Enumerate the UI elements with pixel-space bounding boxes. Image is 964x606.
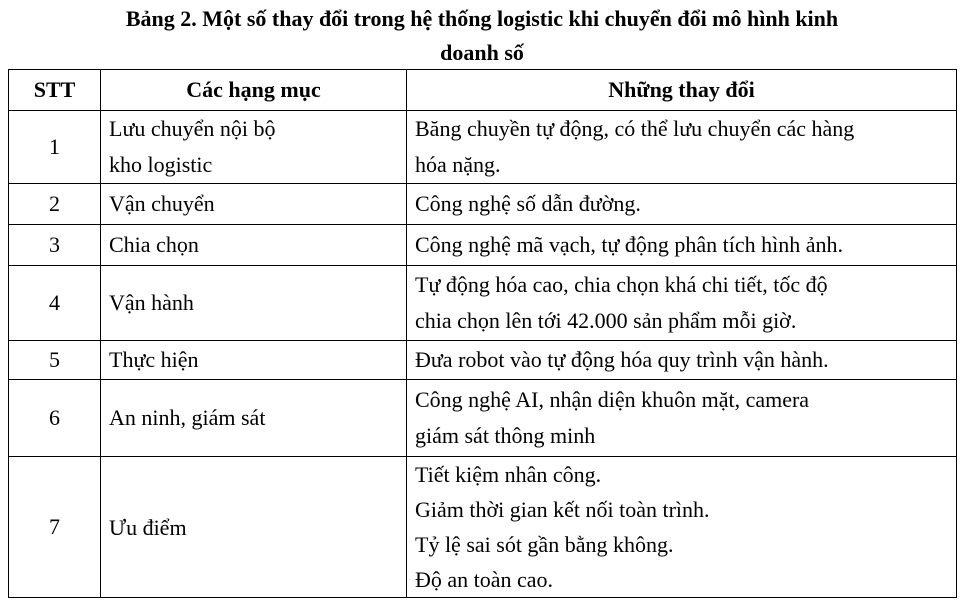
row-stt: 1 (9, 111, 101, 184)
row-category (101, 380, 407, 457)
row-changes (407, 341, 957, 380)
row-stt: 7 (9, 457, 101, 598)
changes-line: Tiết kiệm nhân công. (415, 462, 602, 487)
changes-line: Công nghệ số dẫn đường. (415, 191, 641, 216)
changes-line: Độ an toàn cao. (415, 567, 554, 592)
row-stt: 3 (9, 225, 101, 266)
changes-line: Đưa robot vào tự động hóa quy trình vận hành. (415, 347, 829, 372)
table-row (9, 341, 957, 380)
row-stt: 5 (9, 341, 101, 380)
changes-line: giám sát thông minh (415, 423, 596, 448)
table-row (9, 266, 957, 341)
category-line: kho logistic (109, 152, 213, 177)
changes-line: hóa nặng. (415, 152, 501, 177)
category-line: Vận hành (109, 290, 194, 315)
row-stt: 4 (9, 266, 101, 341)
row-category (101, 266, 407, 341)
category-line: Lưu chuyển nội bộ (109, 116, 276, 141)
changes-line: Tỷ lệ sai sót gần bằng không. (415, 532, 674, 557)
row-category (101, 111, 407, 184)
caption-line-1: Bảng 2. Một số thay đổi trong hệ thống logistic khi chuyển đổi mô hình kinh (125, 6, 839, 31)
changes-line: Băng chuyền tự động, có thể lưu chuyển các hàng (415, 116, 855, 141)
header-changes: Những thay đổi (407, 70, 957, 111)
category-line: Thực hiện (109, 347, 199, 372)
table-row (9, 457, 957, 598)
table-row (9, 184, 957, 225)
row-category (101, 184, 407, 225)
changes-line: Tự động hóa cao, chia chọn khá chi tiết, tốc độ (415, 272, 828, 297)
row-changes (407, 111, 957, 184)
category-line: An ninh, giám sát (109, 405, 266, 430)
category-line: Vận chuyển (109, 191, 215, 216)
header-stt: STT (9, 70, 101, 111)
caption-line-2: doanh số (440, 40, 524, 65)
changes-line: Công nghệ mã vạch, tự động phân tích hình ảnh. (415, 232, 844, 257)
row-category (101, 457, 407, 598)
changes-line: Công nghệ AI, nhận diện khuôn mặt, camera (415, 387, 810, 412)
header-category: Các hạng mục (101, 70, 407, 111)
table-header-row (9, 70, 957, 111)
row-changes (407, 184, 957, 225)
row-category (101, 341, 407, 380)
logistics-changes-table (8, 69, 957, 598)
row-category (101, 225, 407, 266)
changes-line: chia chọn lên tới 42.000 sản phẩm mỗi giờ. (415, 308, 797, 333)
row-changes (407, 457, 957, 598)
row-changes (407, 380, 957, 457)
row-changes (407, 266, 957, 341)
table-row (9, 225, 957, 266)
row-stt: 2 (9, 184, 101, 225)
category-line: Ưu điểm (109, 514, 187, 540)
table-caption (0, 2, 964, 70)
row-changes (407, 225, 957, 266)
row-stt: 6 (9, 380, 101, 457)
category-line: Chia chọn (109, 232, 199, 257)
table-row (9, 111, 957, 184)
table-row (9, 380, 957, 457)
changes-line: Giảm thời gian kết nối toàn trình. (415, 497, 710, 522)
